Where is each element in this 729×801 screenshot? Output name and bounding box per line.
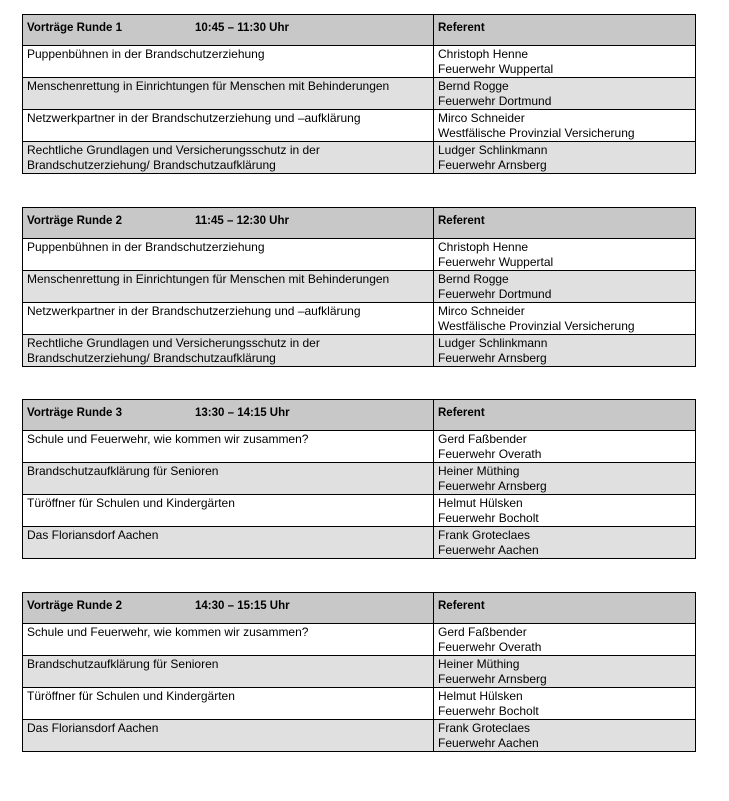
topic-text: Netzwerkpartner in der Brandschutzerziehung und –aufklärung <box>27 111 361 125</box>
speaker-cell <box>434 239 696 271</box>
speaker-name: Mirco Schneider <box>438 304 525 318</box>
topic-text: Rechtliche Grundlagen und Versicherungsschutz in der Brandschutzerziehung/ Brandschutzaufklärung <box>27 143 320 172</box>
table-row <box>23 110 696 142</box>
speaker-name: Christoph Henne <box>438 47 529 61</box>
speaker-org: Westfälische Provinzial Versicherung <box>438 126 635 140</box>
topic-text: Menschenrettung in Einrichtungen für Menschen mit Behinderungen <box>27 272 390 286</box>
speaker-cell <box>434 78 696 110</box>
speaker-name: Mirco Schneider <box>438 111 525 125</box>
topic-cell <box>23 624 434 656</box>
speaker-org: Feuerwehr Arnsberg <box>438 351 547 365</box>
table-row <box>23 431 696 463</box>
topic-cell <box>23 495 434 527</box>
speaker-cell <box>434 720 696 752</box>
round-time: 10:45 – 11:30 Uhr <box>195 22 289 34</box>
speaker-name: Heiner Müthing <box>438 657 520 671</box>
referent-header: Referent <box>434 593 696 624</box>
speaker-name: Gerd Faßbender <box>438 432 527 446</box>
speaker-org: Feuerwehr Bocholt <box>438 511 539 525</box>
topic-text: Das Floriansdorf Aachen <box>27 721 159 735</box>
speaker-cell <box>434 463 696 495</box>
topic-cell <box>23 431 434 463</box>
table-row <box>23 463 696 495</box>
speaker-name: Bernd Rogge <box>438 272 509 286</box>
topic-cell <box>23 720 434 752</box>
topic-text: Schule und Feuerwehr, wie kommen wir zusammen? <box>27 625 309 639</box>
table-row <box>23 624 696 656</box>
speaker-name: Helmut Hülsken <box>438 689 523 703</box>
speaker-name: Heiner Müthing <box>438 464 520 478</box>
topic-text: Rechtliche Grundlagen und Versicherungsschutz in der Brandschutzerziehung/ Brandschutzaufklärung <box>27 336 320 365</box>
speaker-org: Feuerwehr Dortmund <box>438 94 552 108</box>
table-header-row <box>23 593 696 624</box>
schedule-table-round-3 <box>22 399 696 559</box>
schedule-table-round-2 <box>22 207 696 367</box>
speaker-org: Feuerwehr Wuppertal <box>438 62 554 76</box>
speaker-name: Frank Groteclaes <box>438 528 531 542</box>
table-row <box>23 78 696 110</box>
round-header-cell <box>23 400 434 431</box>
speaker-name: Gerd Faßbender <box>438 625 527 639</box>
topic-cell <box>23 110 434 142</box>
table-row <box>23 688 696 720</box>
speaker-org: Feuerwehr Arnsberg <box>438 479 547 493</box>
speaker-org: Westfälische Provinzial Versicherung <box>438 319 635 333</box>
table-row <box>23 495 696 527</box>
speaker-cell <box>434 142 696 174</box>
table-row <box>23 239 696 271</box>
round-header-cell <box>23 208 434 239</box>
topic-cell <box>23 688 434 720</box>
speaker-cell <box>434 271 696 303</box>
table-row <box>23 46 696 78</box>
speaker-cell <box>434 495 696 527</box>
round-time: 11:45 – 12:30 Uhr <box>195 215 289 227</box>
table-header-row <box>23 208 696 239</box>
speaker-cell <box>434 431 696 463</box>
topic-text: Türöffner für Schulen und Kindergärten <box>27 689 235 703</box>
speaker-name: Ludger Schlinkmann <box>438 143 548 157</box>
topic-cell <box>23 78 434 110</box>
table-row <box>23 335 696 367</box>
topic-cell <box>23 46 434 78</box>
speaker-cell <box>434 624 696 656</box>
speaker-cell <box>434 688 696 720</box>
speaker-cell <box>434 335 696 367</box>
table-header-row <box>23 400 696 431</box>
topic-text: Das Floriansdorf Aachen <box>27 528 159 542</box>
topic-text: Menschenrettung in Einrichtungen für Menschen mit Behinderungen <box>27 79 390 93</box>
speaker-cell <box>434 656 696 688</box>
topic-cell <box>23 142 434 174</box>
speaker-cell <box>434 46 696 78</box>
speaker-org: Feuerwehr Arnsberg <box>438 672 547 686</box>
topic-text: Schule und Feuerwehr, wie kommen wir zusammen? <box>27 432 309 446</box>
speaker-name: Frank Groteclaes <box>438 721 531 735</box>
table-row <box>23 303 696 335</box>
table-header-row <box>23 15 696 46</box>
table-row <box>23 142 696 174</box>
topic-text: Puppenbühnen in der Brandschutzerziehung <box>27 240 265 254</box>
speaker-org: Feuerwehr Bocholt <box>438 704 539 718</box>
topic-cell <box>23 656 434 688</box>
speaker-org: Feuerwehr Overath <box>438 447 542 461</box>
speaker-name: Christoph Henne <box>438 240 529 254</box>
topic-cell <box>23 463 434 495</box>
topic-text: Brandschutzaufklärung für Senioren <box>27 464 219 478</box>
speaker-name: Bernd Rogge <box>438 79 509 93</box>
speaker-cell <box>434 303 696 335</box>
round-header-cell <box>23 15 434 46</box>
speaker-org: Feuerwehr Dortmund <box>438 287 552 301</box>
referent-header: Referent <box>434 400 696 431</box>
speaker-name: Ludger Schlinkmann <box>438 336 548 350</box>
topic-cell <box>23 335 434 367</box>
round-label: Vorträge Runde 2 <box>27 215 122 227</box>
round-label: Vorträge Runde 3 <box>27 407 122 419</box>
topic-text: Brandschutzaufklärung für Senioren <box>27 657 219 671</box>
topic-text: Netzwerkpartner in der Brandschutzerziehung und –aufklärung <box>27 304 361 318</box>
speaker-org: Feuerwehr Aachen <box>438 736 539 750</box>
speaker-org: Feuerwehr Aachen <box>438 543 539 557</box>
speaker-name: Helmut Hülsken <box>438 496 523 510</box>
round-header-cell <box>23 593 434 624</box>
topic-text: Puppenbühnen in der Brandschutzerziehung <box>27 47 265 61</box>
topic-cell <box>23 527 434 559</box>
round-time: 14:30 – 15:15 Uhr <box>195 600 290 612</box>
topic-cell <box>23 239 434 271</box>
topic-cell <box>23 303 434 335</box>
referent-header: Referent <box>434 15 696 46</box>
speaker-cell <box>434 110 696 142</box>
speaker-cell <box>434 527 696 559</box>
topic-cell <box>23 271 434 303</box>
round-time: 13:30 – 14:15 Uhr <box>195 407 290 419</box>
topic-text: Türöffner für Schulen und Kindergärten <box>27 496 235 510</box>
schedule-table-round-4 <box>22 592 696 752</box>
speaker-org: Feuerwehr Overath <box>438 640 542 654</box>
table-row <box>23 527 696 559</box>
schedule-table-round-1 <box>22 14 696 174</box>
table-row <box>23 720 696 752</box>
referent-header: Referent <box>434 208 696 239</box>
table-row <box>23 656 696 688</box>
table-row <box>23 271 696 303</box>
round-label: Vorträge Runde 1 <box>27 22 122 34</box>
speaker-org: Feuerwehr Wuppertal <box>438 255 554 269</box>
round-label: Vorträge Runde 2 <box>27 600 122 612</box>
speaker-org: Feuerwehr Arnsberg <box>438 158 547 172</box>
